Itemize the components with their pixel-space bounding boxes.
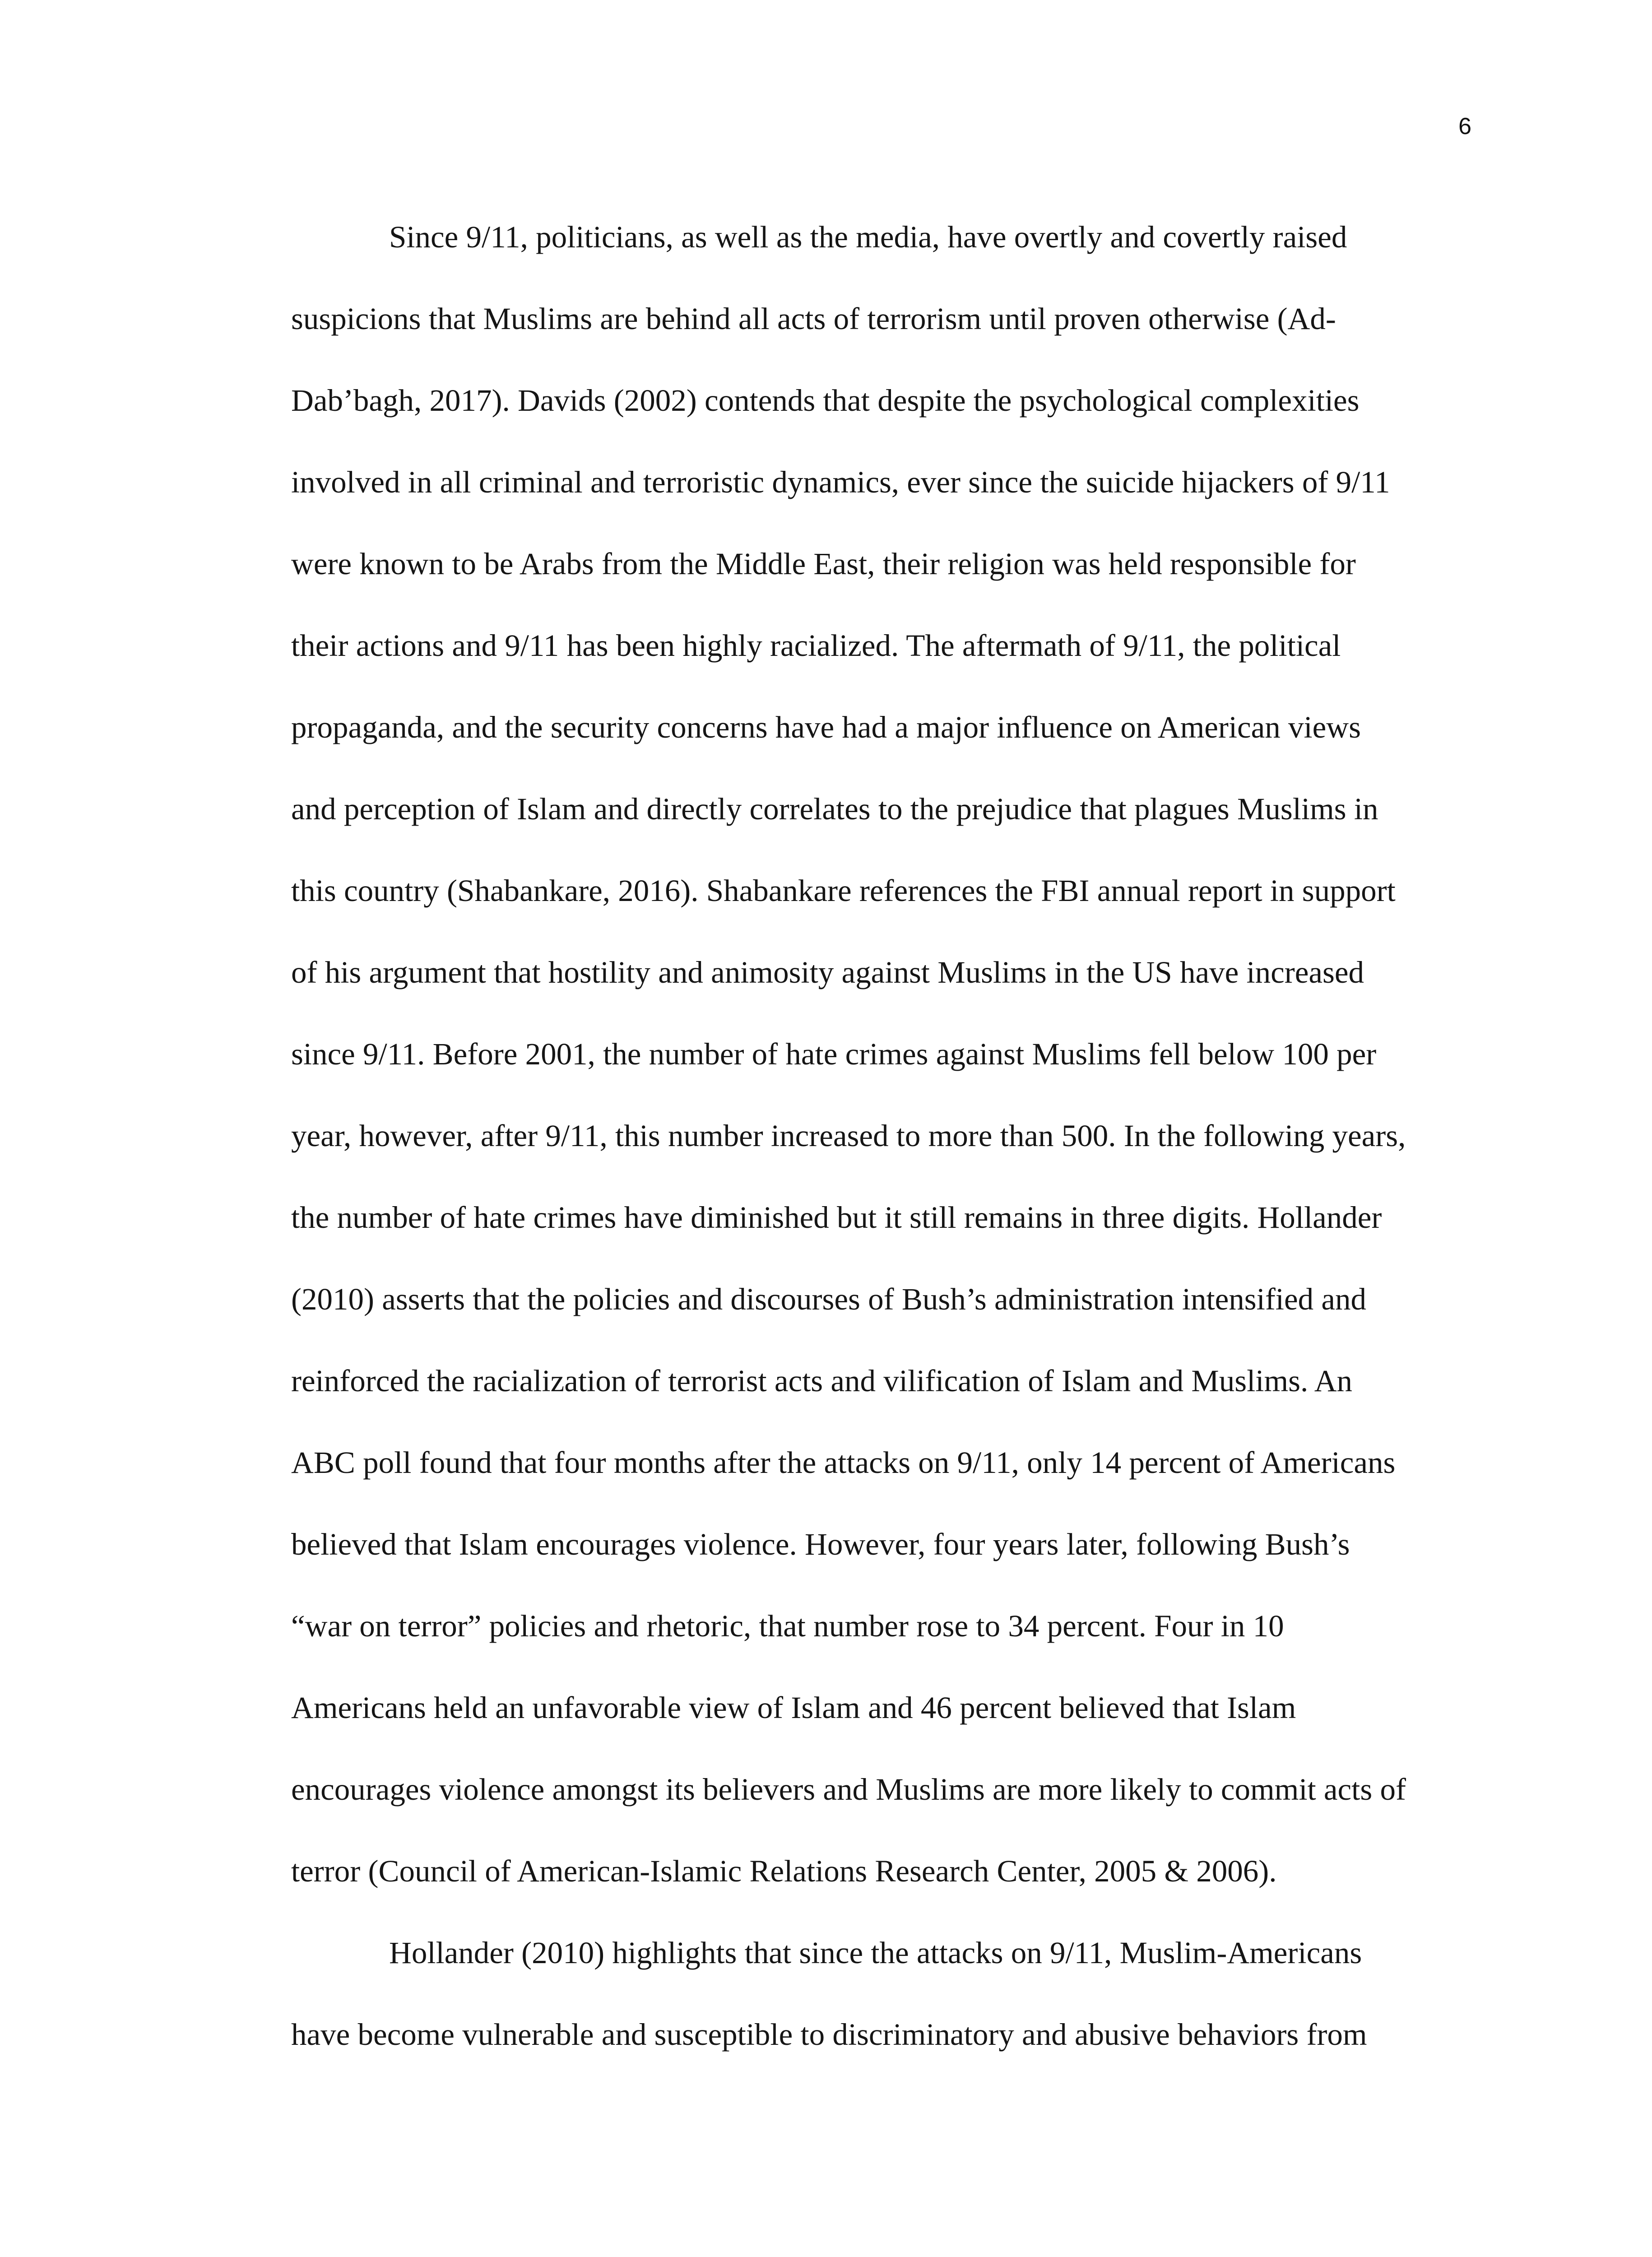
body-text [291, 212, 1460, 2091]
text-line: the number of hate crimes have diminished but it still remains in three digits. Hollander [291, 1200, 1382, 1235]
text-line: year, however, after 9/11, this number increased to more than 500. In the following years, [291, 1119, 1406, 1153]
text-line: have become vulnerable and susceptible to discriminatory and abusive behaviors from [291, 2017, 1367, 2052]
paragraph-2 [291, 1928, 1460, 2091]
text-line: (2010) asserts that the policies and discourses of Bush’s administration intensified and [291, 1282, 1366, 1316]
text-line: “war on terror” policies and rhetoric, that number rose to 34 percent. Four in 10 [291, 1609, 1284, 1643]
text-line: encourages violence amongst its believers and Muslims are more likely to commit acts of [291, 1772, 1406, 1807]
paragraph-1 [291, 212, 1460, 1928]
text-line: of his argument that hostility and animosity against Muslims in the US have increased [291, 955, 1364, 989]
text-line: involved in all criminal and terroristic dynamics, ever since the suicide hijackers of 9/11 [291, 465, 1390, 499]
text-line: and perception of Islam and directly correlates to the prejudice that plagues Muslims in [291, 792, 1378, 826]
page-number: 6 [1458, 113, 1471, 139]
text-line: Since 9/11, politicians, as well as the media, have overtly and covertly raised [389, 220, 1347, 254]
text-line: believed that Islam encourages violence. However, four years later, following Bush’s [291, 1527, 1350, 1561]
text-line: since 9/11. Before 2001, the number of hate crimes against Muslims fell below 100 per [291, 1037, 1377, 1071]
text-line: reinforced the racialization of terrorist acts and vilification of Islam and Muslims. An [291, 1364, 1353, 1398]
text-line: propaganda, and the security concerns have had a major influence on American views [291, 710, 1361, 744]
text-line: Hollander (2010) highlights that since the attacks on 9/11, Muslim-Americans [389, 1936, 1362, 1970]
text-line: Dab’bagh, 2017). Davids (2002) contends that despite the psychological complexities [291, 383, 1360, 418]
text-line: suspicions that Muslims are behind all acts of terrorism until proven otherwise (Ad- [291, 302, 1336, 336]
text-line: this country (Shabankare, 2016). Shabankare references the FBI annual report in support [291, 873, 1396, 908]
text-line: terror (Council of American-Islamic Relations Research Center, 2005 & 2006). [291, 1854, 1277, 1888]
text-line: were known to be Arabs from the Middle East, their religion was held responsible for [291, 547, 1356, 581]
text-line: their actions and 9/11 has been highly racialized. The aftermath of 9/11, the political [291, 628, 1341, 663]
text-line: Americans held an unfavorable view of Islam and 46 percent believed that Islam [291, 1690, 1296, 1725]
text-line: ABC poll found that four months after the attacks on 9/11, only 14 percent of Americans [291, 1445, 1396, 1480]
